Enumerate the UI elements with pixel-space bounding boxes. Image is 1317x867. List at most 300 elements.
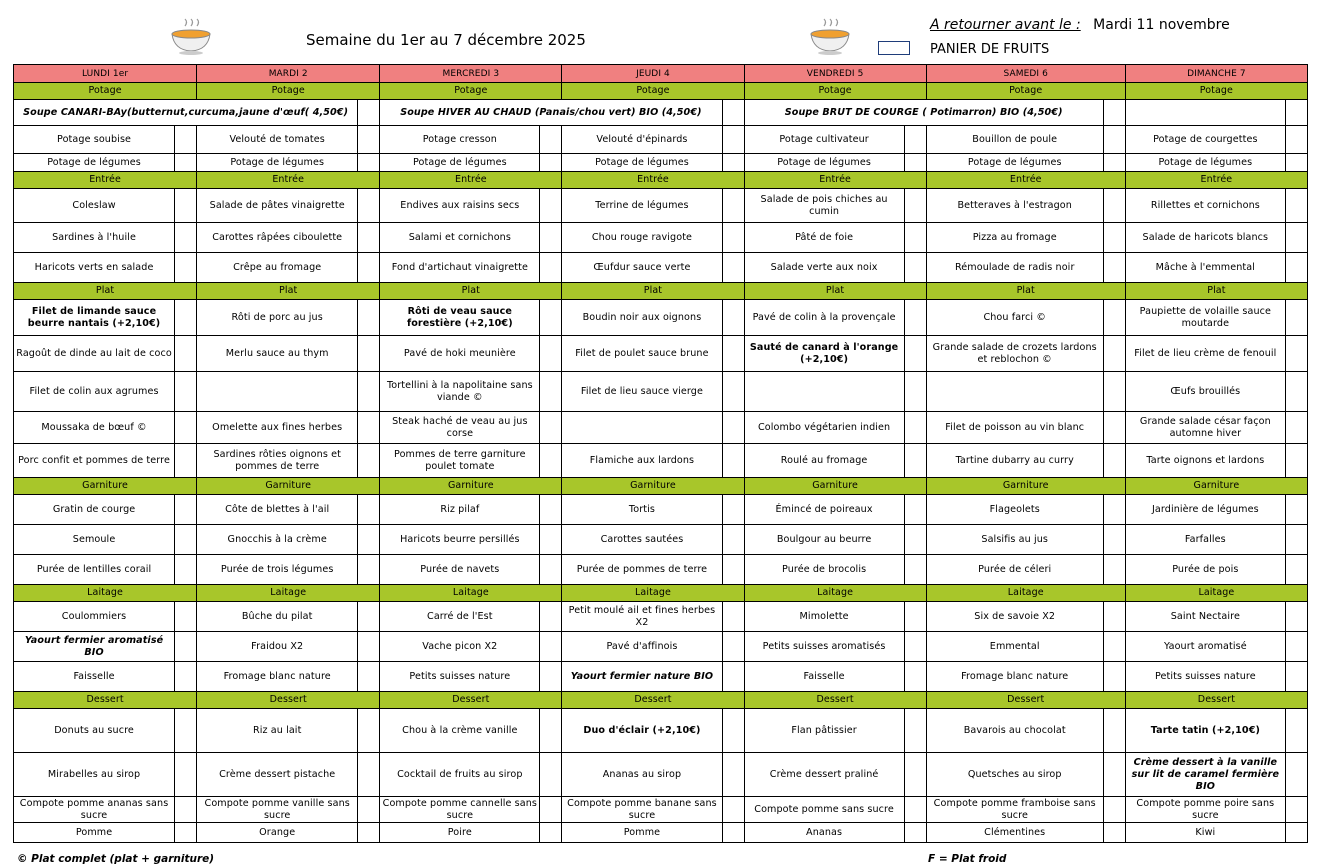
- menu-item: Potage de légumes: [562, 154, 722, 172]
- menu-item: Pavé de colin à la provençale: [744, 300, 904, 336]
- menu-item: Boulgour au beurre: [744, 525, 904, 555]
- menu-item: Purée de brocolis: [744, 555, 904, 585]
- menu-item: Tartine dubarry au curry: [926, 444, 1103, 478]
- quantity-cell[interactable]: [1103, 797, 1125, 823]
- menu-item: Ragoût de dinde au lait de coco: [14, 336, 175, 372]
- quantity-cell[interactable]: [1285, 223, 1307, 253]
- quantity-cell[interactable]: [722, 100, 744, 126]
- quantity-cell[interactable]: [540, 154, 562, 172]
- menu-item: Pavé de hoki meunière: [380, 336, 540, 372]
- panier-checkbox[interactable]: [878, 41, 910, 55]
- menu-row: [14, 189, 1308, 223]
- quantity-cell[interactable]: [1285, 555, 1307, 585]
- section-label: Garniture: [744, 478, 926, 495]
- day-header: MERCREDI 3: [380, 65, 562, 83]
- quantity-cell[interactable]: [175, 154, 197, 172]
- footer-note-froid: F = Plat froid: [928, 853, 1007, 865]
- section-label: Dessert: [14, 692, 197, 709]
- quantity-cell[interactable]: [1285, 253, 1307, 283]
- menu-item: Quetsches au sirop: [926, 753, 1103, 797]
- quantity-cell[interactable]: [540, 602, 562, 632]
- quantity-cell[interactable]: [358, 525, 380, 555]
- quantity-cell[interactable]: [1103, 632, 1125, 662]
- quantity-cell[interactable]: [1103, 753, 1125, 797]
- quantity-cell[interactable]: [540, 126, 562, 154]
- quantity-cell[interactable]: [1103, 154, 1125, 172]
- quantity-cell[interactable]: [175, 189, 197, 223]
- menu-item: Moussaka de bœuf ©: [14, 412, 175, 444]
- quantity-cell[interactable]: [1285, 797, 1307, 823]
- quantity-cell[interactable]: [358, 823, 380, 843]
- menu-item: Potage cresson: [380, 126, 540, 154]
- menu-item: Tortis: [562, 495, 722, 525]
- quantity-cell[interactable]: [175, 823, 197, 843]
- section-label: Laitage: [562, 585, 744, 602]
- menu-item: [744, 372, 904, 412]
- menu-item: Poire: [380, 823, 540, 843]
- menu-item: Six de savoie X2: [926, 602, 1103, 632]
- menu-item: Mimolette: [744, 602, 904, 632]
- quantity-cell[interactable]: [904, 189, 926, 223]
- quantity-cell[interactable]: [358, 662, 380, 692]
- quantity-cell[interactable]: [1103, 300, 1125, 336]
- quantity-cell[interactable]: [722, 632, 744, 662]
- quantity-cell[interactable]: [722, 300, 744, 336]
- section-label: Entrée: [744, 172, 926, 189]
- quantity-cell[interactable]: [1285, 632, 1307, 662]
- quantity-cell[interactable]: [904, 412, 926, 444]
- quantity-cell[interactable]: [722, 797, 744, 823]
- quantity-cell[interactable]: [1103, 602, 1125, 632]
- quantity-cell[interactable]: [1285, 662, 1307, 692]
- section-label: Dessert: [380, 692, 562, 709]
- menu-item: Potage de courgettes: [1125, 126, 1285, 154]
- quantity-cell[interactable]: [722, 253, 744, 283]
- menu-item: Compote pomme sans sucre: [744, 797, 904, 823]
- menu-item: Salade de pois chiches au cumin: [744, 189, 904, 223]
- quantity-cell[interactable]: [722, 336, 744, 372]
- quantity-cell[interactable]: [1103, 495, 1125, 525]
- quantity-cell[interactable]: [722, 495, 744, 525]
- quantity-cell[interactable]: [358, 555, 380, 585]
- menu-item: Salami et cornichons: [380, 223, 540, 253]
- menu-item: Crêpe au fromage: [197, 253, 358, 283]
- quantity-cell[interactable]: [175, 336, 197, 372]
- menu-item: Potage soubise: [14, 126, 175, 154]
- menu-item: Flageolets: [926, 495, 1103, 525]
- quantity-cell[interactable]: [540, 372, 562, 412]
- menu-item: Pâté de foie: [744, 223, 904, 253]
- quantity-cell[interactable]: [1285, 336, 1307, 372]
- quantity-cell[interactable]: [1103, 525, 1125, 555]
- quantity-cell[interactable]: [540, 555, 562, 585]
- quantity-cell[interactable]: [1103, 189, 1125, 223]
- menu-item: Crème dessert à la vanille sur lit de caramel fermière BIO: [1125, 753, 1285, 797]
- menu-item: Rémoulade de radis noir: [926, 253, 1103, 283]
- quantity-cell[interactable]: [1285, 823, 1307, 843]
- return-label: A retourner avant le :: [930, 17, 1081, 33]
- quantity-cell[interactable]: [358, 709, 380, 753]
- quantity-cell[interactable]: [540, 412, 562, 444]
- section-label: Entrée: [380, 172, 562, 189]
- menu-item: Tarte oignons et lardons: [1125, 444, 1285, 478]
- quantity-cell[interactable]: [1103, 412, 1125, 444]
- menu-item: Mirabelles au sirop: [14, 753, 175, 797]
- menu-item: Purée de lentilles corail: [14, 555, 175, 585]
- section-label: Garniture: [380, 478, 562, 495]
- quantity-cell[interactable]: [540, 753, 562, 797]
- quantity-cell[interactable]: [1285, 154, 1307, 172]
- quantity-cell[interactable]: [358, 495, 380, 525]
- quantity-cell[interactable]: [1285, 372, 1307, 412]
- quantity-cell[interactable]: [1103, 126, 1125, 154]
- menu-item: Carré de l'Est: [380, 602, 540, 632]
- menu-item: Sauté de canard à l'orange (+2,10€): [744, 336, 904, 372]
- menu-item: Faisselle: [744, 662, 904, 692]
- quantity-cell[interactable]: [1285, 709, 1307, 753]
- quantity-cell[interactable]: [1285, 444, 1307, 478]
- menu-item: Saint Nectaire: [1125, 602, 1285, 632]
- menu-row: [14, 223, 1308, 253]
- section-label: Garniture: [926, 478, 1125, 495]
- quantity-cell[interactable]: [722, 189, 744, 223]
- menu-item: Filet de lieu sauce vierge: [562, 372, 722, 412]
- quantity-cell[interactable]: [358, 602, 380, 632]
- menu-item: Grande salade de crozets lardons et reblochon ©: [926, 336, 1103, 372]
- quantity-cell[interactable]: [358, 753, 380, 797]
- menu-item: Endives aux raisins secs: [380, 189, 540, 223]
- menu-item: Purée de céleri: [926, 555, 1103, 585]
- menu-item: [197, 372, 358, 412]
- menu-item: Pomme: [562, 823, 722, 843]
- quantity-cell[interactable]: [904, 495, 926, 525]
- menu-item: Pavé d'affinois: [562, 632, 722, 662]
- day-header: JEUDI 4: [562, 65, 744, 83]
- section-label: Laitage: [14, 585, 197, 602]
- quantity-cell[interactable]: [175, 300, 197, 336]
- menu-item: [562, 412, 722, 444]
- quantity-cell[interactable]: [358, 412, 380, 444]
- quantity-cell[interactable]: [358, 154, 380, 172]
- menu-item: Steak haché de veau au jus corse: [380, 412, 540, 444]
- quantity-cell[interactable]: [540, 253, 562, 283]
- menu-item: Emmental: [926, 632, 1103, 662]
- quantity-cell[interactable]: [175, 709, 197, 753]
- quantity-cell[interactable]: [1285, 300, 1307, 336]
- quantity-cell[interactable]: [358, 797, 380, 823]
- menu-item: Fromage blanc nature: [926, 662, 1103, 692]
- menu-item: Gnocchis à la crème: [197, 525, 358, 555]
- menu-item: Ananas: [744, 823, 904, 843]
- quantity-cell[interactable]: [358, 372, 380, 412]
- menu-item: Salade de pâtes vinaigrette: [197, 189, 358, 223]
- menu-item: Purée de navets: [380, 555, 540, 585]
- quantity-cell[interactable]: [540, 189, 562, 223]
- quantity-cell[interactable]: [722, 223, 744, 253]
- menu-item: Sardines à l'huile: [14, 223, 175, 253]
- quantity-cell[interactable]: [1285, 100, 1307, 126]
- quantity-cell[interactable]: [722, 602, 744, 632]
- quantity-cell[interactable]: [904, 753, 926, 797]
- menu-item: Fromage blanc nature: [197, 662, 358, 692]
- menu-item: Purée de pois: [1125, 555, 1285, 585]
- quantity-cell[interactable]: [904, 709, 926, 753]
- section-label: Potage: [1125, 83, 1307, 100]
- quantity-cell[interactable]: [904, 300, 926, 336]
- quantity-cell[interactable]: [175, 525, 197, 555]
- menu-item: Bavarois au chocolat: [926, 709, 1103, 753]
- menu-row: [14, 495, 1308, 525]
- quantity-cell[interactable]: [175, 444, 197, 478]
- section-label: Garniture: [14, 478, 197, 495]
- menu-item: Paupiette de volaille sauce moutarde: [1125, 300, 1285, 336]
- quantity-cell[interactable]: [540, 525, 562, 555]
- quantity-cell[interactable]: [904, 602, 926, 632]
- section-label: Garniture: [197, 478, 380, 495]
- quantity-cell[interactable]: [540, 300, 562, 336]
- menu-row: [14, 126, 1308, 154]
- return-deadline: [930, 17, 1230, 33]
- quantity-cell[interactable]: [1285, 753, 1307, 797]
- quantity-cell[interactable]: [722, 555, 744, 585]
- quantity-cell[interactable]: [358, 336, 380, 372]
- menu-item: Petits suisses nature: [380, 662, 540, 692]
- soup-bowl-icon: [170, 18, 212, 56]
- panier-label: PANIER DE FRUITS: [930, 42, 1050, 57]
- quantity-cell[interactable]: [358, 444, 380, 478]
- quantity-cell[interactable]: [175, 495, 197, 525]
- quantity-cell[interactable]: [175, 555, 197, 585]
- quantity-cell[interactable]: [540, 223, 562, 253]
- section-label: Plat: [1125, 283, 1307, 300]
- quantity-cell[interactable]: [904, 223, 926, 253]
- quantity-cell[interactable]: [722, 525, 744, 555]
- quantity-cell[interactable]: [540, 632, 562, 662]
- day-header: MARDI 2: [197, 65, 380, 83]
- section-label: Laitage: [197, 585, 380, 602]
- quantity-cell[interactable]: [904, 797, 926, 823]
- menu-item: Grande salade césar façon automne hiver: [1125, 412, 1285, 444]
- menu-item: Compote pomme cannelle sans sucre: [380, 797, 540, 823]
- quantity-cell[interactable]: [904, 253, 926, 283]
- quantity-cell[interactable]: [358, 126, 380, 154]
- quantity-cell[interactable]: [904, 555, 926, 585]
- quantity-cell[interactable]: [358, 223, 380, 253]
- quantity-cell[interactable]: [540, 823, 562, 843]
- quantity-cell[interactable]: [1285, 412, 1307, 444]
- menu-item: Donuts au sucre: [14, 709, 175, 753]
- section-label: Dessert: [562, 692, 744, 709]
- menu-item: [926, 372, 1103, 412]
- quantity-cell[interactable]: [540, 336, 562, 372]
- menu-item: Potage de légumes: [14, 154, 175, 172]
- menu-item: Flan pâtissier: [744, 709, 904, 753]
- quantity-cell[interactable]: [175, 253, 197, 283]
- quantity-cell[interactable]: [1103, 444, 1125, 478]
- section-label: Potage: [744, 83, 926, 100]
- menu-item: Purée de trois légumes: [197, 555, 358, 585]
- quantity-cell[interactable]: [904, 372, 926, 412]
- quantity-cell[interactable]: [722, 753, 744, 797]
- quantity-cell[interactable]: [1285, 126, 1307, 154]
- quantity-cell[interactable]: [1103, 372, 1125, 412]
- section-label: Plat: [380, 283, 562, 300]
- menu-item: Yaourt fermier nature BIO: [562, 662, 722, 692]
- quantity-cell[interactable]: [904, 823, 926, 843]
- menu-item: Roulé au fromage: [744, 444, 904, 478]
- quantity-cell[interactable]: [904, 525, 926, 555]
- quantity-cell[interactable]: [540, 797, 562, 823]
- return-date: Mardi 11 novembre: [1093, 17, 1230, 33]
- menu-item: Œufdur sauce verte: [562, 253, 722, 283]
- soupe-special: Soupe HIVER AU CHAUD (Panais/chou vert) BIO (4,50€): [380, 100, 722, 126]
- quantity-cell[interactable]: [540, 444, 562, 478]
- quantity-cell[interactable]: [358, 300, 380, 336]
- day-header: DIMANCHE 7: [1125, 65, 1307, 83]
- section-label: Dessert: [197, 692, 380, 709]
- quantity-cell[interactable]: [358, 189, 380, 223]
- menu-item: Riz pilaf: [380, 495, 540, 525]
- menu-item: Duo d'éclair (+2,10€): [562, 709, 722, 753]
- menu-item: Compote pomme vanille sans sucre: [197, 797, 358, 823]
- section-label: Plat: [744, 283, 926, 300]
- menu-item: Semoule: [14, 525, 175, 555]
- quantity-cell[interactable]: [722, 823, 744, 843]
- section-row-garniture: [14, 478, 1308, 495]
- menu-item: Potage de légumes: [380, 154, 540, 172]
- quantity-cell[interactable]: [1103, 223, 1125, 253]
- quantity-cell[interactable]: [722, 412, 744, 444]
- quantity-cell[interactable]: [175, 223, 197, 253]
- empty-cell: [1125, 100, 1285, 126]
- quantity-cell[interactable]: [1103, 336, 1125, 372]
- section-label: Plat: [562, 283, 744, 300]
- quantity-cell[interactable]: [175, 412, 197, 444]
- section-label: Garniture: [562, 478, 744, 495]
- menu-item: Yaourt aromatisé: [1125, 632, 1285, 662]
- quantity-cell[interactable]: [175, 753, 197, 797]
- quantity-cell[interactable]: [1103, 253, 1125, 283]
- menu-row: [14, 823, 1308, 843]
- quantity-cell[interactable]: [722, 154, 744, 172]
- quantity-cell[interactable]: [358, 100, 380, 126]
- quantity-cell[interactable]: [540, 662, 562, 692]
- menu-item: Côte de blettes à l'ail: [197, 495, 358, 525]
- quantity-cell[interactable]: [722, 444, 744, 478]
- section-label: Entrée: [197, 172, 380, 189]
- menu-row: [14, 632, 1308, 662]
- menu-item: Émincé de poireaux: [744, 495, 904, 525]
- quantity-cell[interactable]: [904, 154, 926, 172]
- menu-item: Crème dessert praliné: [744, 753, 904, 797]
- section-label: Entrée: [562, 172, 744, 189]
- menu-item: Compote pomme banane sans sucre: [562, 797, 722, 823]
- menu-row: [14, 372, 1308, 412]
- day-header: VENDREDI 5: [744, 65, 926, 83]
- menu-item: Rôti de veau sauce forestière (+2,10€): [380, 300, 540, 336]
- menu-item: Haricots verts en salade: [14, 253, 175, 283]
- menu-item: Filet de poulet sauce brune: [562, 336, 722, 372]
- section-row-potage: [14, 83, 1308, 100]
- menu-item: Carottes sautées: [562, 525, 722, 555]
- quantity-cell[interactable]: [175, 602, 197, 632]
- menu-item: Coleslaw: [14, 189, 175, 223]
- quantity-cell[interactable]: [175, 372, 197, 412]
- menu-item: Carottes râpées ciboulette: [197, 223, 358, 253]
- quantity-cell[interactable]: [1285, 602, 1307, 632]
- quantity-cell[interactable]: [904, 126, 926, 154]
- quantity-cell[interactable]: [175, 662, 197, 692]
- quantity-cell[interactable]: [1103, 709, 1125, 753]
- menu-row: [14, 154, 1308, 172]
- quantity-cell[interactable]: [904, 662, 926, 692]
- section-label: Potage: [14, 83, 197, 100]
- quantity-cell[interactable]: [1103, 555, 1125, 585]
- section-label: Potage: [380, 83, 562, 100]
- section-row-plat: [14, 283, 1308, 300]
- menu-item: Rôti de porc au jus: [197, 300, 358, 336]
- menu-table: [13, 64, 1308, 843]
- quantity-cell[interactable]: [1103, 823, 1125, 843]
- menu-row: [14, 525, 1308, 555]
- quantity-cell[interactable]: [1285, 189, 1307, 223]
- menu-row: [14, 753, 1308, 797]
- menu-item: Rillettes et cornichons: [1125, 189, 1285, 223]
- quantity-cell[interactable]: [904, 632, 926, 662]
- quantity-cell[interactable]: [1285, 495, 1307, 525]
- section-label: Entrée: [926, 172, 1125, 189]
- soup-bowl-icon: [809, 18, 851, 56]
- quantity-cell[interactable]: [1103, 100, 1125, 126]
- menu-item: Cocktail de fruits au sirop: [380, 753, 540, 797]
- footer-note-complet: © Plat complet (plat + garniture): [17, 853, 215, 865]
- menu-item: Orange: [197, 823, 358, 843]
- quantity-cell[interactable]: [722, 709, 744, 753]
- menu-item: Vache picon X2: [380, 632, 540, 662]
- menu-row: [14, 253, 1308, 283]
- menu-item: Porc confit et pommes de terre: [14, 444, 175, 478]
- quantity-cell[interactable]: [175, 797, 197, 823]
- menu-item: Ananas au sirop: [562, 753, 722, 797]
- quantity-cell[interactable]: [358, 632, 380, 662]
- quantity-cell[interactable]: [540, 495, 562, 525]
- menu-row: [14, 300, 1308, 336]
- quantity-cell[interactable]: [904, 444, 926, 478]
- quantity-cell[interactable]: [540, 709, 562, 753]
- menu-item: Merlu sauce au thym: [197, 336, 358, 372]
- menu-row: [14, 602, 1308, 632]
- menu-row: [14, 444, 1308, 478]
- section-label: Plat: [14, 283, 197, 300]
- quantity-cell[interactable]: [904, 336, 926, 372]
- menu-item: Bouillon de poule: [926, 126, 1103, 154]
- menu-item: Salsifis au jus: [926, 525, 1103, 555]
- menu-item: Potage de légumes: [926, 154, 1103, 172]
- menu-item: Colombo végétarien indien: [744, 412, 904, 444]
- quantity-cell[interactable]: [358, 253, 380, 283]
- quantity-cell[interactable]: [722, 662, 744, 692]
- quantity-cell[interactable]: [1103, 662, 1125, 692]
- soupe-special: Soupe BRUT DE COURGE ( Potimarron) BIO (4,50€): [744, 100, 1103, 126]
- quantity-cell[interactable]: [175, 126, 197, 154]
- quantity-cell[interactable]: [1285, 525, 1307, 555]
- quantity-cell[interactable]: [722, 372, 744, 412]
- quantity-cell[interactable]: [175, 632, 197, 662]
- quantity-cell[interactable]: [722, 126, 744, 154]
- menu-item: Haricots beurre persillés: [380, 525, 540, 555]
- section-label: Dessert: [1125, 692, 1307, 709]
- menu-item: Compote pomme poire sans sucre: [1125, 797, 1285, 823]
